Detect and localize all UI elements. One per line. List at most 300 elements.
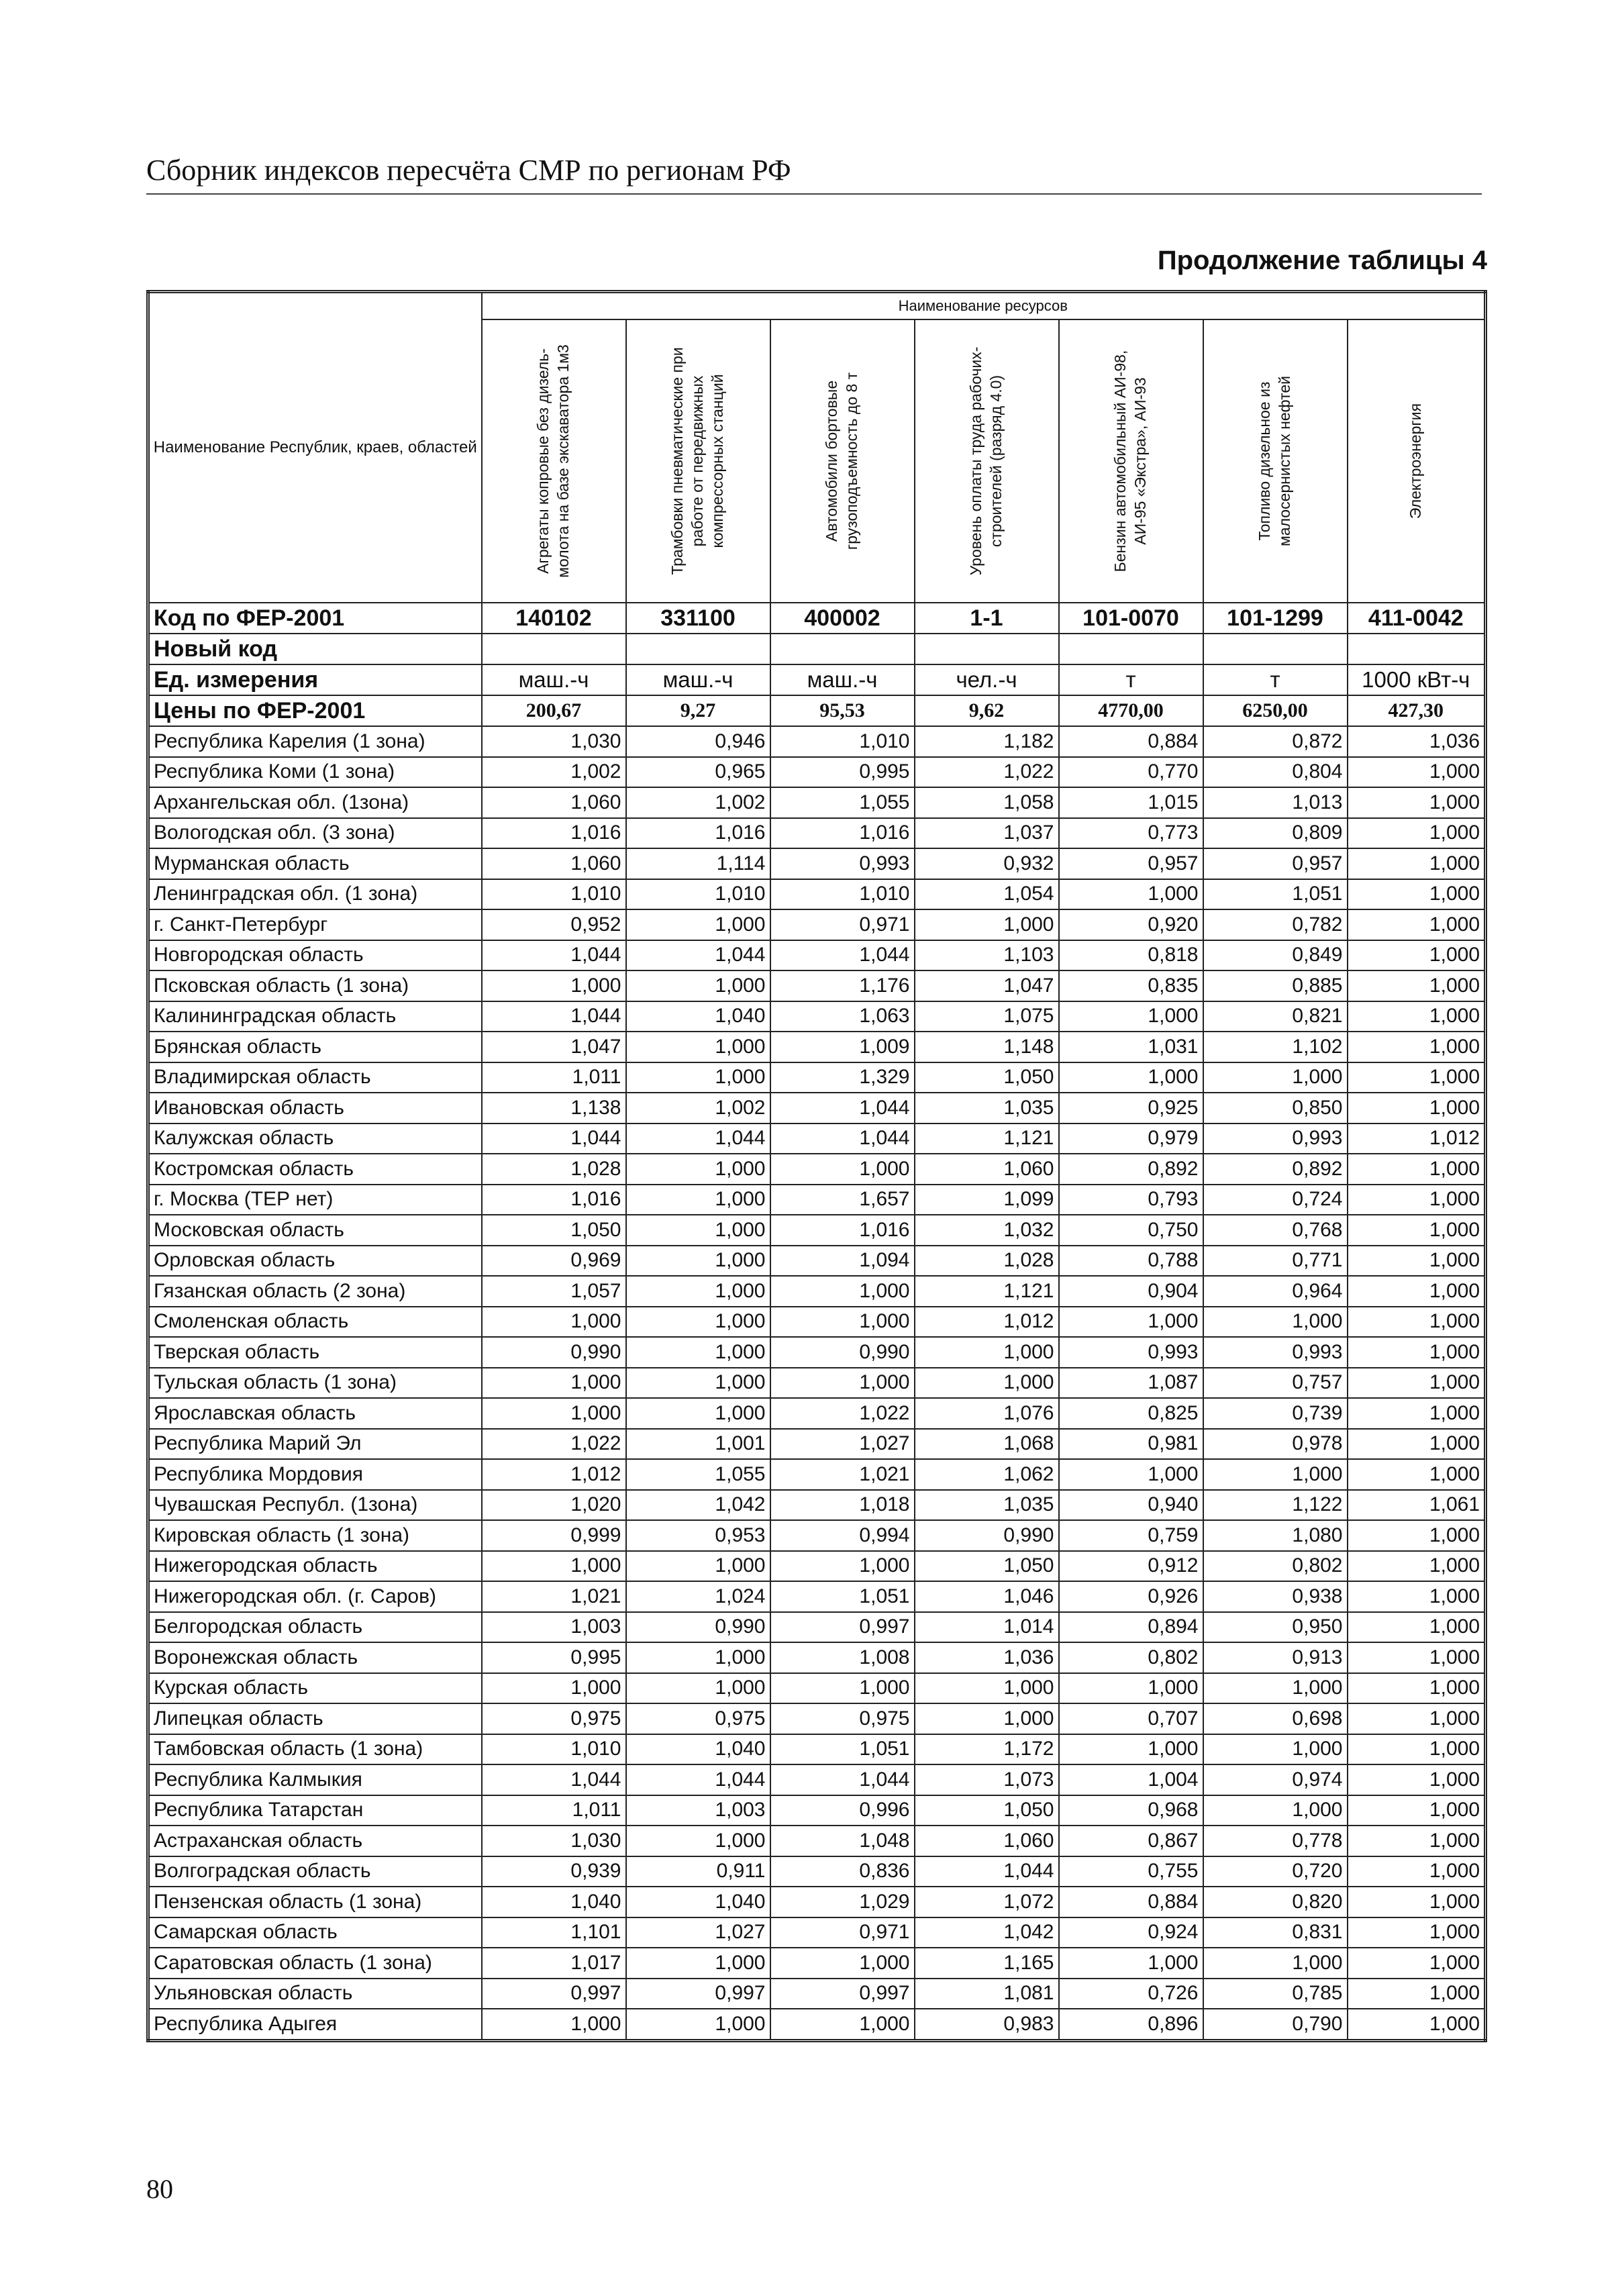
region-name-cell: Псковская область (1 зона): [148, 970, 482, 1001]
index-value-cell: 1,050: [915, 1551, 1059, 1582]
index-value-cell: 0,969: [482, 1246, 626, 1277]
resource-column-header: Автомобили бортовые грузоподъемность до 8 т: [770, 319, 915, 603]
index-value-cell: 1,000: [770, 1551, 915, 1582]
index-value-cell: 1,031: [1059, 1032, 1203, 1062]
index-value-cell: 0,995: [770, 757, 915, 788]
index-value-cell: 0,884: [1059, 726, 1203, 757]
index-value-cell: 1,058: [915, 787, 1059, 818]
index-value-cell: 1,000: [482, 1398, 626, 1429]
index-value-cell: 1,000: [1348, 1764, 1486, 1795]
index-value-cell: 1,000: [770, 1948, 915, 1979]
index-value-cell: 0,975: [770, 1703, 915, 1734]
index-value-cell: 1,004: [1059, 1764, 1203, 1795]
index-value-cell: 1,016: [770, 818, 915, 849]
index-value-cell: 1,042: [915, 1917, 1059, 1948]
price-cell: 200,67: [482, 695, 626, 726]
price-cell: 4770,00: [1059, 695, 1203, 726]
index-value-cell: 0,720: [1203, 1856, 1348, 1887]
index-value-cell: 1,176: [770, 970, 915, 1001]
price-cell: 95,53: [770, 695, 915, 726]
index-value-cell: 1,148: [915, 1032, 1059, 1062]
index-value-cell: 0,946: [626, 726, 770, 757]
table-row: [148, 1673, 1486, 1704]
index-value-cell: 1,024: [626, 1581, 770, 1612]
index-value-cell: 0,726: [1059, 1979, 1203, 2009]
index-value-cell: 1,000: [626, 2009, 770, 2040]
index-value-cell: 1,047: [482, 1032, 626, 1062]
index-value-cell: 1,008: [770, 1642, 915, 1673]
region-name-cell: Ульяновская область: [148, 1979, 482, 2009]
region-name-cell: Воронежская область: [148, 1642, 482, 1673]
index-value-cell: 1,000: [1348, 879, 1486, 910]
index-value-cell: 0,818: [1059, 940, 1203, 971]
index-value-cell: 1,009: [770, 1032, 915, 1062]
price-cell: 6250,00: [1203, 695, 1348, 726]
index-value-cell: 0,979: [1059, 1124, 1203, 1154]
index-value-cell: 1,000: [1348, 1551, 1486, 1582]
index-value-cell: 1,000: [1059, 1307, 1203, 1338]
index-value-cell: 1,000: [1348, 1032, 1486, 1062]
index-value-cell: 1,044: [770, 1124, 915, 1154]
index-value-cell: 0,975: [482, 1703, 626, 1734]
index-value-cell: 1,036: [1348, 726, 1486, 757]
index-value-cell: 1,000: [1059, 1948, 1203, 1979]
index-value-cell: 1,014: [915, 1612, 1059, 1643]
index-value-cell: 1,013: [1203, 787, 1348, 818]
region-name-cell: Тамбовская область (1 зона): [148, 1734, 482, 1765]
index-value-cell: 1,081: [915, 1979, 1059, 2009]
index-value-cell: 1,000: [626, 1154, 770, 1185]
region-name-cell: Смоленская область: [148, 1307, 482, 1338]
region-name-cell: Астраханская область: [148, 1826, 482, 1856]
table-row: [148, 1307, 1486, 1338]
region-name-cell: г. Москва (ТЕР нет): [148, 1185, 482, 1215]
table-row: [148, 1581, 1486, 1612]
index-value-cell: 0,793: [1059, 1185, 1203, 1215]
index-value-cell: 1,000: [1348, 1246, 1486, 1277]
index-value-cell: 0,894: [1059, 1612, 1203, 1643]
region-name-cell: Республика Калмыкия: [148, 1764, 482, 1795]
table-row: [148, 1826, 1486, 1856]
index-value-cell: 1,000: [626, 970, 770, 1001]
index-value-cell: 1,001: [626, 1429, 770, 1460]
index-value-cell: 1,000: [1348, 1581, 1486, 1612]
price-label: Цены по ФЕР-2001: [148, 695, 482, 726]
index-value-cell: 0,831: [1203, 1917, 1348, 1948]
region-name-cell: Вологодская обл. (3 зона): [148, 818, 482, 849]
index-value-cell: 1,000: [1348, 818, 1486, 849]
code-cell: 400002: [770, 603, 915, 634]
index-value-cell: 1,040: [482, 1887, 626, 1917]
code-cell: 411-0042: [1348, 603, 1486, 634]
index-value-cell: 0,896: [1059, 2009, 1203, 2040]
index-value-cell: 1,000: [1203, 1673, 1348, 1704]
region-column-header: Наименование Республик, краев, областей: [148, 292, 482, 603]
index-value-cell: 0,788: [1059, 1246, 1203, 1277]
region-name-cell: Саратовская область (1 зона): [148, 1948, 482, 1979]
index-value-cell: 1,000: [1348, 1001, 1486, 1032]
index-value-cell: 1,022: [770, 1398, 915, 1429]
region-name-cell: Архангельская обл. (1зона): [148, 787, 482, 818]
index-value-cell: 0,755: [1059, 1856, 1203, 1887]
index-value-cell: 1,000: [482, 2009, 626, 2040]
table-row: [148, 818, 1486, 849]
code-cell: 1-1: [915, 603, 1059, 634]
index-value-cell: 0,920: [1059, 909, 1203, 940]
new-code-cell: [1203, 634, 1348, 664]
unit-row: [148, 664, 1486, 695]
unit-cell: маш.-ч: [482, 664, 626, 695]
index-value-cell: 1,044: [770, 940, 915, 971]
index-value-cell: 0,820: [1203, 1887, 1348, 1917]
index-value-cell: 1,044: [482, 1764, 626, 1795]
index-value-cell: 0,997: [770, 1979, 915, 2009]
index-value-cell: 1,040: [626, 1887, 770, 1917]
region-name-cell: Владимирская область: [148, 1062, 482, 1093]
index-value-cell: 0,975: [626, 1703, 770, 1734]
index-value-cell: 1,002: [626, 1093, 770, 1124]
index-value-cell: 1,000: [1059, 1459, 1203, 1490]
region-name-cell: Республика Татарстан: [148, 1795, 482, 1826]
region-name-cell: Ленинградская обл. (1 зона): [148, 879, 482, 910]
table-row: [148, 1490, 1486, 1521]
table-row: [148, 1124, 1486, 1154]
index-value-cell: 1,000: [1059, 1673, 1203, 1704]
resource-column-header: Агрегаты копровые без дизель-молота на базе экскаватора 1м3: [482, 319, 626, 603]
code-row: [148, 603, 1486, 634]
index-value-cell: 1,329: [770, 1062, 915, 1093]
index-value-cell: 0,978: [1203, 1429, 1348, 1460]
index-value-cell: 1,000: [1203, 1459, 1348, 1490]
price-cell: 9,62: [915, 695, 1059, 726]
index-value-cell: 0,981: [1059, 1429, 1203, 1460]
index-value-cell: 0,768: [1203, 1215, 1348, 1246]
index-value-cell: 1,000: [1348, 1917, 1486, 1948]
index-table: [146, 290, 1487, 2042]
index-value-cell: 1,010: [482, 1734, 626, 1765]
index-value-cell: 1,036: [915, 1642, 1059, 1673]
index-value-cell: 1,062: [915, 1459, 1059, 1490]
index-value-cell: 0,957: [1059, 848, 1203, 879]
region-name-cell: Белгородская область: [148, 1612, 482, 1643]
region-name-cell: Пензенская область (1 зона): [148, 1887, 482, 1917]
index-value-cell: 0,996: [770, 1795, 915, 1826]
index-value-cell: 1,035: [915, 1490, 1059, 1521]
index-value-cell: 1,016: [770, 1215, 915, 1246]
index-value-cell: 0,867: [1059, 1826, 1203, 1856]
index-value-cell: 1,050: [482, 1215, 626, 1246]
table-row: [148, 1001, 1486, 1032]
index-value-cell: 1,044: [482, 1001, 626, 1032]
index-value-cell: 1,000: [1348, 909, 1486, 940]
index-value-cell: 1,000: [626, 1368, 770, 1399]
index-value-cell: 1,087: [1059, 1368, 1203, 1399]
new-code-cell: [482, 634, 626, 664]
index-value-cell: 1,000: [482, 1307, 626, 1338]
index-value-cell: 0,724: [1203, 1185, 1348, 1215]
new-code-cell: [626, 634, 770, 664]
index-value-cell: 1,055: [626, 1459, 770, 1490]
index-value-cell: 1,027: [770, 1429, 915, 1460]
index-value-cell: 0,968: [1059, 1795, 1203, 1826]
region-name-cell: Волгоградская область: [148, 1856, 482, 1887]
index-value-cell: 0,884: [1059, 1887, 1203, 1917]
index-value-cell: 1,011: [482, 1062, 626, 1093]
index-value-cell: 1,000: [1348, 1337, 1486, 1368]
index-value-cell: 1,000: [1348, 1093, 1486, 1124]
index-value-cell: 1,002: [626, 787, 770, 818]
index-value-cell: 1,000: [482, 970, 626, 1001]
index-value-cell: 0,750: [1059, 1215, 1203, 1246]
index-value-cell: 1,000: [1348, 1459, 1486, 1490]
table-row: [148, 1642, 1486, 1673]
index-value-cell: 0,990: [626, 1612, 770, 1643]
index-value-cell: 1,050: [915, 1795, 1059, 1826]
unit-label: Ед. измерения: [148, 664, 482, 695]
resource-column-header: Уровень оплаты труда рабочих-строителей (разряд 4.0): [915, 319, 1059, 603]
index-value-cell: 1,000: [1203, 1062, 1348, 1093]
region-name-cell: Самарская область: [148, 1917, 482, 1948]
table-row: [148, 1368, 1486, 1399]
index-value-cell: 0,892: [1059, 1154, 1203, 1185]
index-value-cell: 1,044: [482, 1124, 626, 1154]
index-value-cell: 1,000: [915, 909, 1059, 940]
index-value-cell: 0,904: [1059, 1276, 1203, 1307]
index-value-cell: 1,000: [1059, 879, 1203, 910]
unit-cell: чел.-ч: [915, 664, 1059, 695]
table-row: [148, 940, 1486, 971]
table-row: [148, 2009, 1486, 2040]
index-value-cell: 1,028: [915, 1246, 1059, 1277]
region-name-cell: Нижегородская область: [148, 1551, 482, 1582]
index-value-cell: 1,044: [626, 1764, 770, 1795]
index-value-cell: 1,000: [626, 1642, 770, 1673]
index-value-cell: 1,165: [915, 1948, 1059, 1979]
index-value-cell: 1,047: [915, 970, 1059, 1001]
region-name-cell: Ярославская область: [148, 1398, 482, 1429]
new-code-cell: [770, 634, 915, 664]
index-value-cell: 0,940: [1059, 1490, 1203, 1521]
index-value-cell: 1,657: [770, 1185, 915, 1215]
index-value-cell: 1,000: [1059, 1734, 1203, 1765]
region-name-cell: Тверская область: [148, 1337, 482, 1368]
index-value-cell: 1,003: [626, 1795, 770, 1826]
index-value-cell: 1,037: [915, 818, 1059, 849]
index-value-cell: 1,068: [915, 1429, 1059, 1460]
region-name-cell: Новгородская область: [148, 940, 482, 971]
index-value-cell: 0,825: [1059, 1398, 1203, 1429]
index-value-cell: 0,993: [1203, 1337, 1348, 1368]
index-value-cell: 1,000: [1348, 1673, 1486, 1704]
index-value-cell: 1,051: [770, 1581, 915, 1612]
index-value-cell: 1,000: [1348, 848, 1486, 879]
table-continuation-title: Продолжение таблицы 4: [1157, 246, 1487, 275]
index-value-cell: 1,000: [626, 1948, 770, 1979]
index-value-cell: 0,924: [1059, 1917, 1203, 1948]
region-name-cell: Чувашская Республ. (1зона): [148, 1490, 482, 1521]
index-value-cell: 1,000: [626, 1551, 770, 1582]
index-value-cell: 0,990: [770, 1337, 915, 1368]
new-code-cell: [1059, 634, 1203, 664]
index-value-cell: 1,000: [1348, 1948, 1486, 1979]
table-row: [148, 1917, 1486, 1948]
index-value-cell: 1,000: [1348, 1307, 1486, 1338]
table-row: [148, 787, 1486, 818]
index-value-cell: 1,000: [1348, 1276, 1486, 1307]
index-value-cell: 1,010: [482, 879, 626, 910]
region-name-cell: Республика Мордовия: [148, 1459, 482, 1490]
table-row: [148, 970, 1486, 1001]
new-code-row: [148, 634, 1486, 664]
index-value-cell: 1,076: [915, 1398, 1059, 1429]
index-value-cell: 0,885: [1203, 970, 1348, 1001]
index-value-cell: 0,790: [1203, 2009, 1348, 2040]
index-value-cell: 0,804: [1203, 757, 1348, 788]
index-value-cell: 1,121: [915, 1276, 1059, 1307]
resource-column-header: Топливо дизельное из малосернистых нефтей: [1203, 319, 1348, 603]
index-value-cell: 1,102: [1203, 1032, 1348, 1062]
region-name-cell: Нижегородская обл. (г. Саров): [148, 1581, 482, 1612]
region-name-cell: Ивановская область: [148, 1093, 482, 1124]
index-value-cell: 0,771: [1203, 1246, 1348, 1277]
region-name-cell: Республика Марий Эл: [148, 1429, 482, 1460]
index-value-cell: 1,030: [482, 726, 626, 757]
table-row: [148, 1398, 1486, 1429]
table-row: [148, 1979, 1486, 2009]
index-value-cell: 1,000: [915, 1368, 1059, 1399]
index-value-cell: 1,000: [770, 1368, 915, 1399]
index-value-cell: 1,000: [1348, 1185, 1486, 1215]
index-value-cell: 1,002: [482, 757, 626, 788]
index-value-cell: 1,000: [626, 1062, 770, 1093]
index-value-cell: 1,000: [770, 1673, 915, 1704]
index-value-cell: 1,060: [915, 1826, 1059, 1856]
index-value-cell: 0,912: [1059, 1551, 1203, 1582]
index-value-cell: 1,000: [1348, 1154, 1486, 1185]
region-name-cell: Орловская область: [148, 1246, 482, 1277]
region-name-cell: г. Санкт-Петербург: [148, 909, 482, 940]
index-value-cell: 1,182: [915, 726, 1059, 757]
index-value-cell: 1,017: [482, 1948, 626, 1979]
index-value-cell: 1,000: [1348, 1398, 1486, 1429]
index-value-cell: 1,000: [1348, 1703, 1486, 1734]
index-value-cell: 1,027: [626, 1917, 770, 1948]
region-name-cell: Мурманская область: [148, 848, 482, 879]
index-value-cell: 1,020: [482, 1490, 626, 1521]
index-value-cell: 1,012: [482, 1459, 626, 1490]
index-value-cell: 1,000: [1348, 1734, 1486, 1765]
code-cell: 101-1299: [1203, 603, 1348, 634]
table-row: [148, 1612, 1486, 1643]
index-value-cell: 1,000: [770, 1154, 915, 1185]
index-value-cell: 1,000: [1203, 1734, 1348, 1765]
index-value-cell: 0,990: [915, 1520, 1059, 1551]
new-code-label: Новый код: [148, 634, 482, 664]
table-row: [148, 1093, 1486, 1124]
region-name-cell: Республика Карелия (1 зона): [148, 726, 482, 757]
index-value-cell: 0,932: [915, 848, 1059, 879]
region-name-cell: Костромская область: [148, 1154, 482, 1185]
index-value-cell: 0,995: [482, 1642, 626, 1673]
table-row: [148, 1734, 1486, 1765]
index-value-cell: 1,000: [1059, 1001, 1203, 1032]
index-value-cell: 1,000: [1348, 787, 1486, 818]
table-row: [148, 1948, 1486, 1979]
index-value-cell: 1,000: [1348, 1826, 1486, 1856]
index-value-cell: 1,022: [915, 757, 1059, 788]
index-value-cell: 1,000: [770, 1307, 915, 1338]
index-value-cell: 1,061: [1348, 1490, 1486, 1521]
index-value-cell: 0,974: [1203, 1764, 1348, 1795]
index-value-cell: 1,046: [915, 1581, 1059, 1612]
index-value-cell: 1,000: [626, 909, 770, 940]
index-value-cell: 1,044: [770, 1093, 915, 1124]
index-value-cell: 1,000: [1348, 970, 1486, 1001]
index-value-cell: 1,138: [482, 1093, 626, 1124]
index-value-cell: 0,938: [1203, 1581, 1348, 1612]
index-value-cell: 1,018: [770, 1490, 915, 1521]
index-value-cell: 0,802: [1203, 1551, 1348, 1582]
index-value-cell: 0,971: [770, 909, 915, 940]
region-name-cell: Брянская область: [148, 1032, 482, 1062]
index-value-cell: 1,044: [626, 1124, 770, 1154]
resources-group-header: Наименование ресурсов: [482, 292, 1486, 320]
index-value-cell: 1,010: [770, 879, 915, 910]
price-cell: 9,27: [626, 695, 770, 726]
index-value-cell: 0,770: [1059, 757, 1203, 788]
index-value-cell: 1,029: [770, 1887, 915, 1917]
index-value-cell: 1,028: [482, 1154, 626, 1185]
index-value-cell: 1,016: [626, 818, 770, 849]
index-value-cell: 1,010: [770, 726, 915, 757]
index-value-cell: 1,010: [626, 879, 770, 910]
table-row: [148, 1276, 1486, 1307]
index-value-cell: 0,835: [1059, 970, 1203, 1001]
index-value-cell: 0,821: [1203, 1001, 1348, 1032]
region-name-cell: Калининградская область: [148, 1001, 482, 1032]
index-value-cell: 0,999: [482, 1520, 626, 1551]
index-value-cell: 1,121: [915, 1124, 1059, 1154]
index-value-cell: 1,000: [1348, 1612, 1486, 1643]
index-value-cell: 0,993: [770, 848, 915, 879]
index-value-cell: 0,802: [1059, 1642, 1203, 1673]
index-value-cell: 1,054: [915, 879, 1059, 910]
index-value-cell: 1,044: [915, 1856, 1059, 1887]
index-value-cell: 1,075: [915, 1001, 1059, 1032]
index-value-cell: 1,000: [626, 1032, 770, 1062]
region-name-cell: Республика Коми (1 зона): [148, 757, 482, 788]
new-code-cell: [915, 634, 1059, 664]
index-value-cell: 1,011: [482, 1795, 626, 1826]
index-value-cell: 1,057: [482, 1276, 626, 1307]
index-value-cell: 0,925: [1059, 1093, 1203, 1124]
index-value-cell: 1,015: [1059, 787, 1203, 818]
index-value-cell: 0,739: [1203, 1398, 1348, 1429]
index-value-cell: 1,000: [626, 1215, 770, 1246]
index-value-cell: 0,965: [626, 757, 770, 788]
code-cell: 331100: [626, 603, 770, 634]
index-value-cell: 1,000: [1348, 1062, 1486, 1093]
index-value-cell: 0,778: [1203, 1826, 1348, 1856]
code-label: Код по ФЕР-2001: [148, 603, 482, 634]
index-value-cell: 0,698: [1203, 1703, 1348, 1734]
table-row: [148, 1764, 1486, 1795]
index-value-cell: 1,080: [1203, 1520, 1348, 1551]
index-value-cell: 0,913: [1203, 1642, 1348, 1673]
index-value-cell: 1,000: [1348, 1520, 1486, 1551]
index-value-cell: 1,000: [1203, 1307, 1348, 1338]
index-value-cell: 0,757: [1203, 1368, 1348, 1399]
